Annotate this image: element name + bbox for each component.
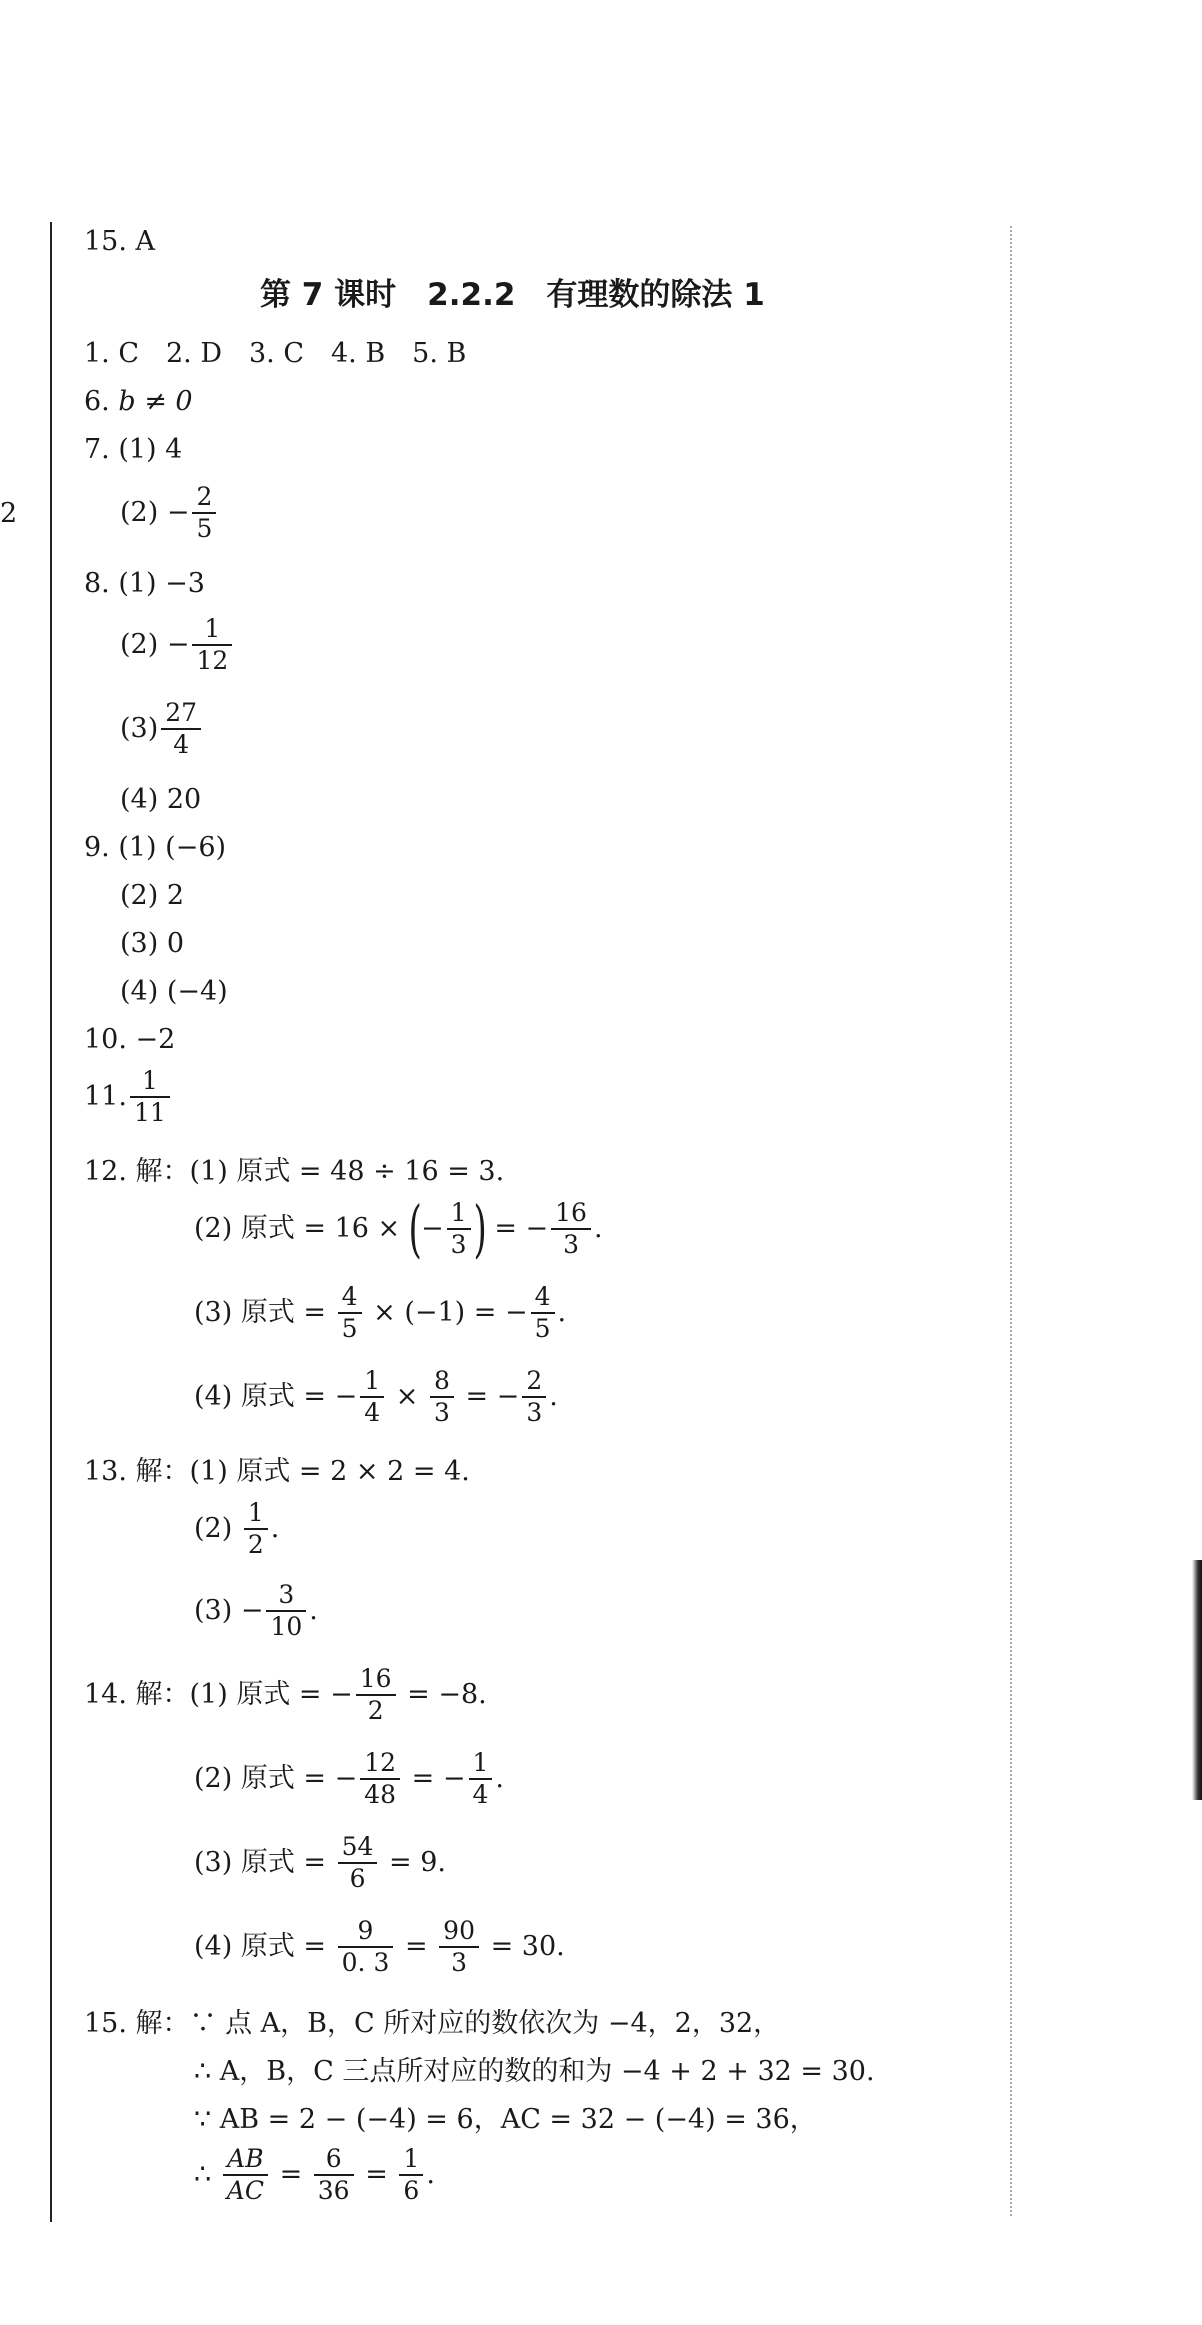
fraction: $\frac{1}{6}$: [399, 2146, 423, 2205]
answer-15-line-1: 15. 解：∵ 点 A，B，C 所对应的数依次为 −4，2，32，: [84, 2008, 781, 2039]
answer-12-4: (4) 原式 = − $\frac{1}{4}$ × $\frac{8}{3}$ = − $\frac{2}{3}$ .: [194, 1366, 558, 1428]
answer-7-1: 7. (1) 4: [84, 434, 183, 465]
answer-12-2: (2) 原式 = 16 × (− $\frac{1}{3}$ ) = − $\frac{16}{3}$ .: [194, 1192, 603, 1266]
answer-9-1: 9. (1) (−6): [84, 832, 227, 863]
answer-13-1: 13. 解：(1) 原式 = 2 × 2 = 4.: [84, 1456, 470, 1487]
fraction: $\frac{AB}{AC}$: [223, 2146, 268, 2205]
fraction: $\frac{1}{4}$: [469, 1750, 493, 1809]
answer-9-2: (2) 2: [120, 880, 185, 911]
answer-14-1: 14. 解：(1) 原式 = − $\frac{16}{2}$ = −8.: [84, 1664, 487, 1726]
left-margin-rule: [50, 222, 52, 2222]
margin-number: 2: [0, 498, 18, 529]
answer-6: 6. b ≠ 0: [84, 386, 193, 417]
fraction: $\frac{9}{0. 3}$: [338, 1918, 394, 1977]
answer-11: 11. $\frac{1}{11}$: [84, 1068, 173, 1127]
fraction: $\frac{2}{3}$: [522, 1368, 546, 1427]
answer-14-4: (4) 原式 = $\frac{9}{0. 3}$ = $\frac{90}{3}$ = 30.: [194, 1916, 565, 1978]
answer-9-3: (3) 0: [120, 928, 185, 959]
fraction: $\frac{27}{4}$: [161, 700, 201, 759]
answer-6-expr: b ≠ 0: [118, 386, 193, 417]
answer-13-3: (3) − $\frac{3}{10}$ .: [194, 1580, 318, 1642]
fraction: $\frac{12}{48}$: [360, 1750, 400, 1809]
fraction: $\frac{4}{5}$: [531, 1284, 555, 1343]
answer-12-3: (3) 原式 = $\frac{4}{5}$ × (−1) = − $\frac{4}{5}$ .: [194, 1282, 567, 1344]
answer-1-5: 1. C 2. D 3. C 4. B 5. B: [84, 338, 467, 369]
fraction: $\frac{3}{10}$: [266, 1582, 306, 1641]
fraction: $\frac{1}{4}$: [360, 1368, 384, 1427]
fraction: $\frac{1}{11}$: [130, 1068, 170, 1127]
fraction: $\frac{6}{36}$: [314, 2146, 354, 2205]
answer-15-line-3: ∵ AB = 2 − (−4) = 6，AC = 32 − (−4) = 36，: [194, 2104, 817, 2135]
fraction: $\frac{54}{6}$: [338, 1834, 378, 1893]
answer-15-line-2: ∴ A，B，C 三点所对应的数的和为 −4 + 2 + 32 = 30.: [194, 2056, 875, 2087]
answer-14-3: (3) 原式 = $\frac{54}{6}$ = 9.: [194, 1832, 447, 1894]
fraction: $\frac{4}{5}$: [338, 1284, 362, 1343]
answer-7-2: (2) − $\frac{2}{5}$: [120, 484, 219, 543]
fraction: $\frac{1}{12}$: [192, 616, 232, 675]
fraction: $\frac{90}{3}$: [439, 1918, 479, 1977]
answer-12-1: 12. 解：(1) 原式 = 48 ÷ 16 = 3.: [84, 1156, 505, 1187]
answer-8-2: (2) − $\frac{1}{12}$: [120, 616, 235, 675]
fraction: $\frac{2}{5}$: [192, 484, 216, 543]
answer-8-1: 8. (1) −3: [84, 568, 205, 599]
fraction: $\frac{16}{3}$: [551, 1200, 591, 1259]
answer-15-line-4: ∴ $\frac{AB}{AC}$ = $\frac{6}{36}$ = $\frac{1}{6}$ .: [194, 2144, 435, 2206]
answer-14-2: (2) 原式 = − $\frac{12}{48}$ = − $\frac{1}{4}$ .: [194, 1748, 504, 1810]
fraction: $\frac{16}{2}$: [356, 1666, 396, 1725]
page-edge-shadow: [1192, 1560, 1202, 1800]
fraction: $\frac{8}{3}$: [430, 1368, 454, 1427]
right-dotted-rule: [1010, 226, 1012, 2216]
answer-13-2: (2) $\frac{1}{2}$ .: [194, 1498, 280, 1560]
section-heading: 第 7 课时 2.2.2 有理数的除法 1: [260, 277, 765, 313]
fraction: $\frac{1}{2}$: [244, 1500, 268, 1559]
answer-8-3: (3) $\frac{27}{4}$: [120, 700, 204, 759]
answer-15-prev: 15. A: [84, 226, 156, 257]
answer-10: 10. −2: [84, 1024, 176, 1055]
answer-9-4: (4) (−4): [120, 976, 228, 1007]
answer-8-4: (4) 20: [120, 784, 202, 815]
fraction: $\frac{1}{3}$: [447, 1200, 471, 1259]
